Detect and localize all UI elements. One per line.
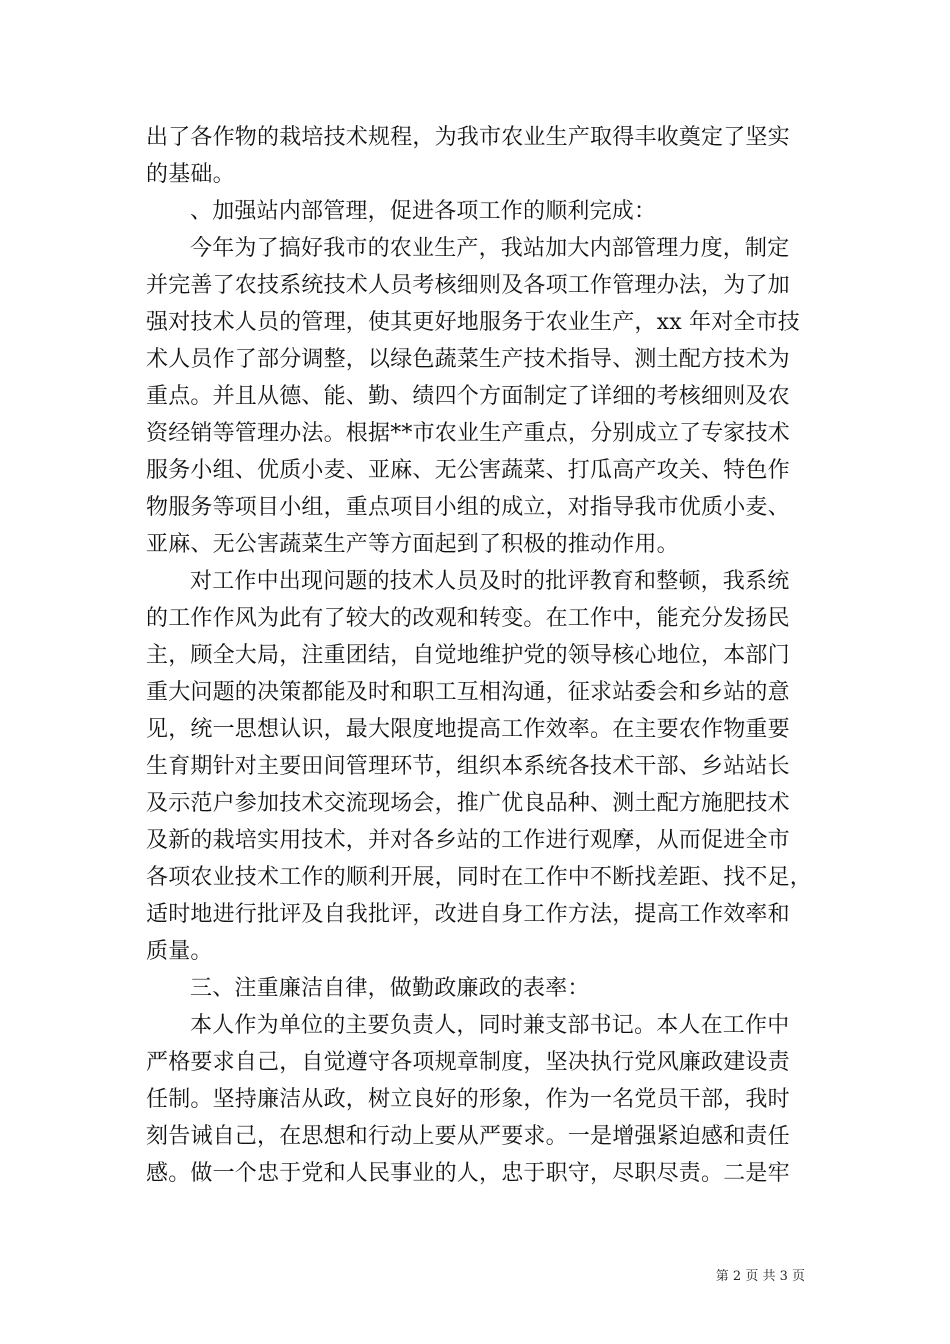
text-line: 亚麻、无公害蔬菜生产等方面起到了积极的推动作用。 xyxy=(146,532,679,557)
text-line: 资经销等管理办法。根据**市农业生产重点，分别成立了专家技术 xyxy=(146,421,791,446)
text-line: 质量。 xyxy=(146,939,213,964)
text-line: 各项农业技术工作的顺利开展，同时在工作中不断找差距、找不足， xyxy=(146,865,813,890)
text-line: 服务小组、优质小麦、亚麻、无公害蔬菜、打瓜高产攻关、特色作 xyxy=(146,458,790,483)
text-line: 今年为了搞好我市的农业生产，我站加大内部管理力度，制定 xyxy=(190,236,790,261)
text-line: 术人员作了部分调整，以绿色蔬菜生产技术指导、测土配方技术为 xyxy=(146,347,790,372)
text-line: 物服务等项目小组，重点项目小组的成立，对指导我市优质小麦、 xyxy=(146,495,790,520)
text-line: 刻告诫自己，在思想和行动上要从严要求。一是增强紧迫感和责任 xyxy=(146,1124,790,1149)
text-line: 及新的栽培实用技术，并对各乡站的工作进行观摩，从而促进全市 xyxy=(146,828,790,853)
text-line: 及示范户参加技术交流现场会，推广优良品种、测土配方施肥技术 xyxy=(146,791,790,816)
text-line: 出了各作物的栽培技术规程，为我市农业生产取得丰收奠定了坚实 xyxy=(146,125,790,150)
section-heading: 、加强站内部管理，促进各项工作的顺利完成： xyxy=(190,199,657,224)
text-line: 本人作为单位的主要负责人，同时兼支部书记。本人在工作中 xyxy=(190,1013,790,1038)
text-line: 强对技术人员的管理，使其更好地服务于农业生产，xx 年对全市技 xyxy=(146,310,801,335)
section-heading: 三、注重廉洁自律，做勤政廉政的表率： xyxy=(190,976,590,1001)
text-line: 的基础。 xyxy=(146,162,235,187)
text-line: 的工作作风为此有了较大的改观和转变。在工作中，能充分发扬民 xyxy=(146,606,790,631)
text-line: 并完善了农技系统技术人员考核细则及各项工作管理办法，为了加 xyxy=(146,273,790,298)
text-line: 适时地进行批评及自我批评，改进自身工作方法，提高工作效率和 xyxy=(146,902,790,927)
text-line: 生育期针对主要田间管理环节，组织本系统各技术干部、乡站站长 xyxy=(146,754,790,779)
page-number: 第 2 页 共 3 页 xyxy=(715,1269,805,1284)
text-line: 对工作中出现问题的技术人员及时的批评教育和整顿，我系统 xyxy=(190,569,790,594)
text-line: 感。做一个忠于党和人民事业的人，忠于职守，尽职尽责。二是牢 xyxy=(146,1161,790,1186)
text-line: 重点。并且从德、能、勤、绩四个方面制定了详细的考核细则及农 xyxy=(146,384,790,409)
text-line: 见，统一思想认识，最大限度地提高工作效率。在主要农作物重要 xyxy=(146,717,790,742)
text-line: 重大问题的决策都能及时和职工互相沟通，征求站委会和乡站的意 xyxy=(146,680,790,705)
text-line: 严格要求自己，自觉遵守各项规章制度，坚决执行党风廉政建设责 xyxy=(146,1050,790,1075)
text-line: 主，顾全大局，注重团结，自觉地维护党的领导核心地位，本部门 xyxy=(146,643,790,668)
text-line: 任制。坚持廉洁从政，树立良好的形象，作为一名党员干部，我时 xyxy=(146,1087,790,1112)
